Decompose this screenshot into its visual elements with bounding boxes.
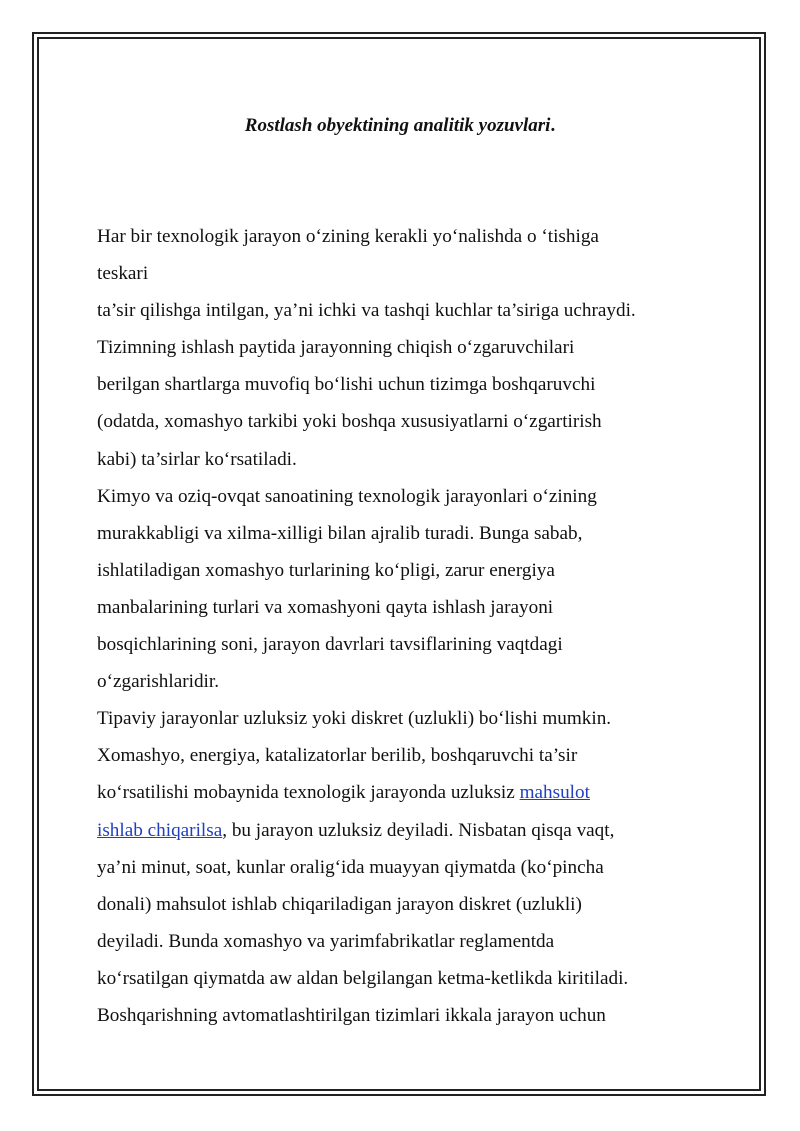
text-line: [97, 737, 737, 774]
text-line-content: Har bir texnologik jarayon o‘zining kerakli yo‘nalishda o ‘tishiga: [97, 226, 599, 247]
body-text: [97, 218, 737, 1034]
text-line-content: bosqichlarining soni, jarayon davrlari tavsiflarining vaqtdagi: [97, 634, 563, 656]
text-line: [97, 329, 737, 366]
text-line: [97, 700, 737, 737]
text-line-content: Xomashyo, energiya, katalizatorlar berilib, boshqaruvchi ta’sir: [97, 745, 578, 767]
text-line: [97, 441, 737, 478]
text-line-content: Tipaviy jarayonlar uzluksiz yoki diskret (uzlukli) bo‘lishi mumkin.: [97, 708, 612, 730]
text-line: [97, 589, 737, 626]
text-line: [97, 403, 737, 440]
text-line-content: murakkabligi va xilma-xilligi bilan ajralib turadi. Bunga sabab,: [97, 522, 583, 544]
text-line-content: Kimyo va oziq-ovqat sanoatining texnologik jarayonlari o‘zining: [97, 485, 597, 507]
page-title-punct: .: [550, 115, 556, 136]
text-line-content: (odatda, xomashyo tarkibi yoki boshqa xususiyatlarni o‘zgartirish: [97, 411, 602, 433]
text-line-content: kabi) ta’sirlar ko‘rsatiladi.: [97, 448, 297, 470]
text-line: [97, 886, 737, 923]
text-line: [97, 923, 737, 960]
page-title: [0, 113, 800, 139]
text-line-content: Tizimning ishlash paytida jarayonning chiqish o‘zgaruvchilari: [97, 337, 575, 359]
text-line: [97, 849, 737, 886]
text-line-content: ta’sir qilishga intilgan, ya’ni ichki va tashqi kuchlar ta’siriga uchraydi.: [97, 300, 636, 322]
text-line: [97, 255, 737, 292]
text-line-content: manbalarining turlari va xomashyoni qayta ishlash jarayoni: [97, 596, 554, 618]
text-line: [97, 960, 737, 997]
text-line-content: teskari: [97, 263, 149, 285]
text-line-content: o‘zgarishlaridir.: [97, 671, 220, 693]
text-line: [97, 812, 737, 849]
mahsulot-link-part-1[interactable]: mahsulot: [519, 782, 590, 804]
mahsulot-link-part-2[interactable]: ishlab chiqarilsa: [97, 819, 223, 841]
text-line-content: Boshqarishning avtomatlashtirilgan tizimlari ikkala jarayon uchun: [97, 1004, 606, 1026]
page-title-text: Rostlash obyektining analitik yozuvlari: [244, 115, 551, 136]
text-line: [97, 218, 737, 255]
text-line: [97, 366, 737, 403]
text-line: [97, 515, 737, 552]
text-line: [97, 997, 737, 1034]
text-line: [97, 478, 737, 515]
text-line: [97, 552, 737, 589]
text-line-content: , bu jarayon uzluksiz deyiladi. Nisbatan qisqa vaqt,: [222, 819, 615, 841]
text-line: [97, 774, 737, 811]
text-line-content: ko‘rsatilgan qiymatda aw aldan belgilangan ketma-ketlikda kiritiladi.: [97, 967, 629, 989]
text-line: [97, 626, 737, 663]
text-line-content: donali) mahsulot ishlab chiqariladigan jarayon diskret (uzlukli): [97, 893, 582, 915]
text-line: [97, 663, 737, 700]
text-line-content: ko‘rsatilishi mobaynida texnologik jarayonda uzluksiz: [97, 782, 520, 804]
text-line-content: deyiladi. Bunda xomashyo va yarimfabrikatlar reglamentda: [97, 930, 555, 952]
text-line-content: ya’ni minut, soat, kunlar oralig‘ida muayyan qiymatda (ko‘pincha: [97, 856, 604, 878]
text-line: [97, 292, 737, 329]
text-line-content: berilgan shartlarga muvofiq bo‘lishi uchun tizimga boshqaruvchi: [97, 374, 596, 396]
text-line-content: ishlatiladigan xomashyo turlarining ko‘pligi, zarur energiya: [97, 559, 555, 581]
